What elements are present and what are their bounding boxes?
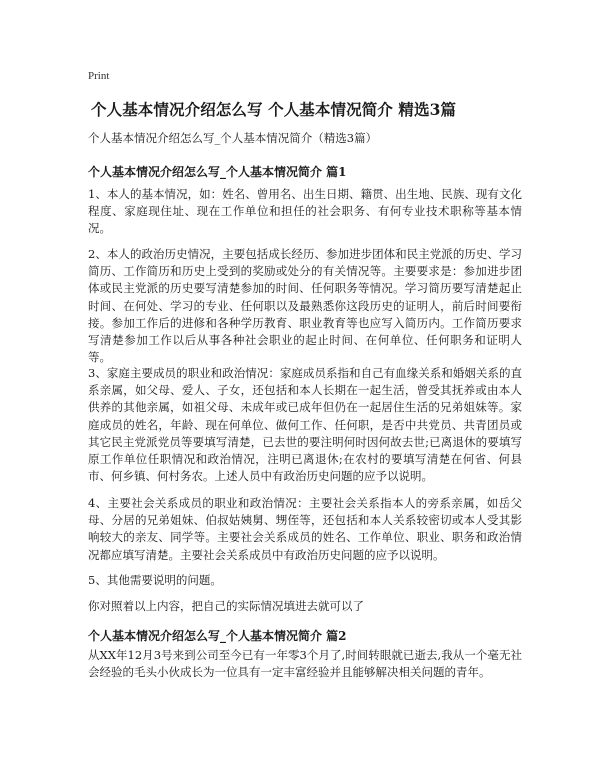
page-title: 个人基本情况介绍怎么写 个人基本情况简介 精选3篇 <box>91 100 457 119</box>
section-heading-2: 个人基本情况介绍怎么写_个人基本情况简介 篇2 <box>88 629 347 643</box>
paragraph-4-social-relations: 4、主要社会关系成员的职业和政治情况：主要社会关系指本人的旁系亲属，如岳父母、分居的兄弟姐妹、伯叔姑姨舅、甥侄等，还包括和本人关系较密切或本人受其影响较大的亲友、同学等。主要社会关系成员的姓名、工作单位、职业、职务和政治情况都应填写清楚。主要社会关系成员中有政治历史问题的应予以说明。 <box>88 496 522 562</box>
document-page <box>88 0 522 776</box>
section-heading-1: 个人基本情况介绍怎么写_个人基本情况简介 篇1 <box>88 165 347 179</box>
paragraph-2-political-history: 2、本人的政治历史情况，主要包括成长经历、参加进步团体和民主党派的历史、学习简历、工作简历和历史上受到的奖励或处分的有关情况等。主要要求是：参加进步团体或民主党派的历史要写清楚参加的时间、任何职务等情况。学习简历要写清楚起止时间、在何处、学习的专业、任何职以及最熟悉你这段历史的证明人，前后时间要衔接。参加工作后的进修和各种学历教育、职业教育等也应写入简历内。工作简历要求写清楚参加工作以后从事各种社会职业的起止时间、在何单位、任何职务和证明人等。 <box>88 247 522 365</box>
print-label: Print <box>88 70 110 82</box>
paragraph-3-family-members: 3、家庭主要成员的职业和政治情况：家庭成员系指和自己有血缘关系和婚姻关系的直系亲属，如父母、爱人、子女，还包括和本人长期在一起生活，曾受其抚养或由本人供养的其他亲属，如祖父母、未成年或已成年但仍在一起居住生活的兄弟姐妹等。家庭成员的姓名，年龄、现在何单位、做何工作、任何职，是否中共党员、共青团员或其它民主党派党员等要填写清楚，已去世的要注明何时因何故去世;已离退休的要填写原工作单位任职情况和政治情况，注明已离退休;在农村的要填写清楚在何省、何县市、何乡镇、何村务农。上述人员中有政治历史问题的应予以说明。 <box>88 366 522 484</box>
paragraph-closing-note: 你对照着以上内容，把自己的实际情况填进去就可以了 <box>88 599 364 613</box>
document-subtitle: 个人基本情况介绍怎么写_个人基本情况简介（精选3篇） <box>88 131 378 145</box>
paragraph-section2-intro: 从XX年12月3号来到公司至今已有一年零3个月了,时间转眼就已逝去,我从一个毫无社会经验的毛头小伙成长为一位具有一定丰富经验并且能够解决相关问题的青年。 <box>88 648 522 680</box>
paragraph-1-basic-info: 1、本人的基本情况，如：姓名、曾用名、出生日期、籍贯、出生地、民族、现有文化程度、家庭现住址、现在工作单位和担任的社会职务、有何专业技术职称等基本情况。 <box>88 187 522 236</box>
paragraph-5-other-issues: 5、其他需要说明的问题。 <box>88 573 222 587</box>
